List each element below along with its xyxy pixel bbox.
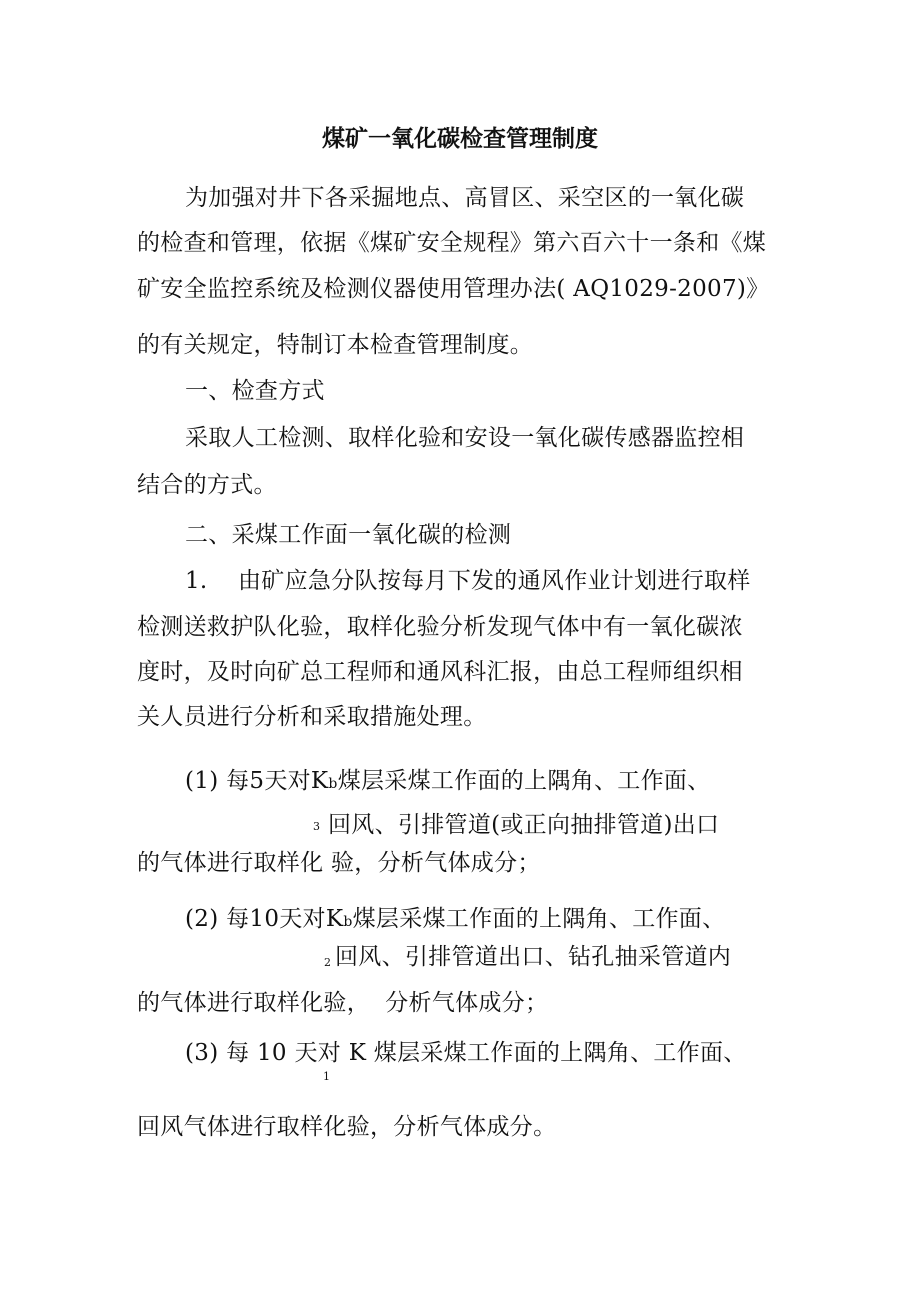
item-text: 回风、引排管道(或正向抽排管道)出口 [328, 812, 720, 838]
item-text: (1) 每5天对K [185, 768, 329, 794]
list-item-1 [185, 767, 711, 798]
paragraph-line: 采取人工检测、取样化验和安设一氧化碳传感器监控相 [185, 425, 745, 451]
item-text: (2) 每10天对K [185, 906, 344, 932]
subscript: b [343, 914, 353, 930]
item-text: 煤层采煤工作面的上隅角、工作面、 [352, 906, 726, 932]
item-text: 的气体进行取样化验， 分析气体成分； [137, 990, 549, 1016]
item-text: 的气体进行取样化 验，分析气体成分； [137, 850, 541, 876]
paragraph-line: 检测送救护队化验，取样化验分析发现气体中有一氧化碳浓 [137, 614, 743, 640]
paragraph-line: 为加强对井下各采掘地点、高冒区、采空区的一氧化碳 [185, 185, 745, 211]
subscript: b [328, 776, 338, 792]
seam-index: 2 [324, 956, 331, 969]
paragraph-line: 度时，及时向矿总工程师和通风科汇报，由总工程师组织相 [137, 659, 743, 685]
item-text: 煤层采煤工作面的上隅角、工作面、 [337, 768, 711, 794]
section-heading: 二、采煤工作面一氧化碳的检测 [185, 522, 512, 548]
paragraph-line: 矿安全监控系统及检测仪器使用管理办法( AQ1029-2007)》 [137, 276, 770, 302]
item-text: 回风、引排管道出口、钻孔抽采管道内 [335, 944, 732, 970]
paragraph-line: 的检查和管理，依据《煤矿安全规程》第六百六十一条和《煤 [137, 230, 767, 256]
seam-index: 3 [313, 820, 320, 833]
section-heading: 一、检查方式 [185, 378, 325, 404]
list-item-3: (3) 每 10 天对 K 煤层采煤工作面的上隅角、工作面、 [185, 1040, 747, 1066]
paragraph-line: 结合的方式。 [137, 472, 277, 498]
paragraph-line: 1. 由矿应急分队按每月下发的通风作业计划进行取样 [185, 568, 751, 594]
document-title: 煤矿一氧化碳检查管理制度 [322, 126, 598, 152]
seam-index: 1 [323, 1070, 330, 1083]
item-text: 回风气体进行取样化验，分析气体成分。 [137, 1114, 557, 1140]
paragraph-line: 关人员进行分析和采取措施处理。 [137, 704, 487, 730]
paragraph-line: 的有关规定，特制订本检查管理制度。 [137, 332, 534, 358]
list-item-2 [185, 905, 725, 936]
